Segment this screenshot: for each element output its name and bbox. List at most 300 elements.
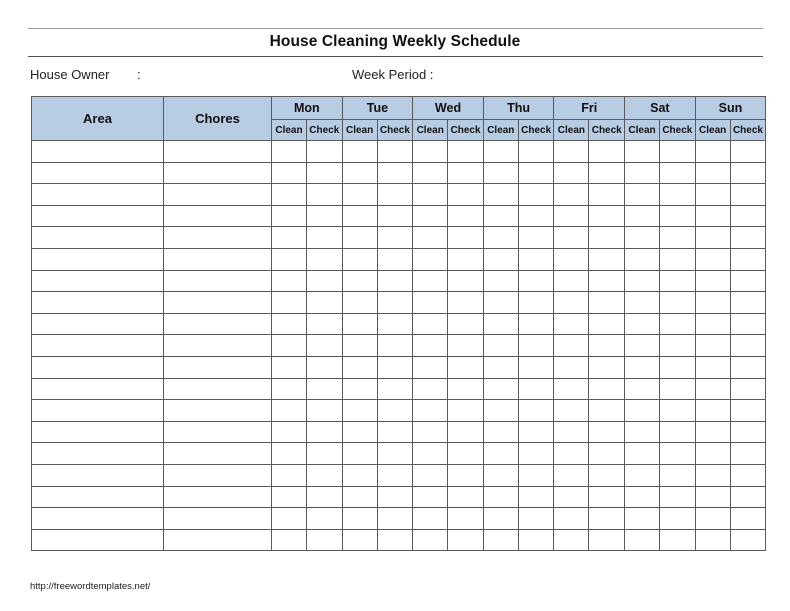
sun-check-cell[interactable]: [730, 270, 766, 292]
tue-check-cell[interactable]: [377, 227, 413, 249]
fri-clean-cell[interactable]: [554, 443, 589, 465]
thu-check-cell[interactable]: [518, 400, 554, 422]
mon-check-cell[interactable]: [307, 464, 343, 486]
sun-clean-cell[interactable]: [695, 400, 730, 422]
wed-clean-cell[interactable]: [413, 248, 448, 270]
wed-check-cell[interactable]: [448, 486, 484, 508]
mon-check-cell[interactable]: [307, 529, 343, 551]
sun-clean-cell[interactable]: [695, 205, 730, 227]
sun-check-cell[interactable]: [730, 227, 766, 249]
tue-check-cell[interactable]: [377, 162, 413, 184]
sat-check-cell[interactable]: [660, 162, 696, 184]
sun-check-cell[interactable]: [730, 400, 766, 422]
tue-check-cell[interactable]: [377, 421, 413, 443]
sat-check-cell[interactable]: [660, 378, 696, 400]
chores-cell[interactable]: [164, 270, 272, 292]
mon-clean-cell[interactable]: [272, 508, 307, 530]
thu-check-cell[interactable]: [518, 335, 554, 357]
sun-clean-cell[interactable]: [695, 227, 730, 249]
sun-check-cell[interactable]: [730, 313, 766, 335]
tue-clean-cell[interactable]: [342, 400, 377, 422]
wed-clean-cell[interactable]: [413, 335, 448, 357]
sun-check-cell[interactable]: [730, 292, 766, 314]
wed-clean-cell[interactable]: [413, 292, 448, 314]
wed-check-cell[interactable]: [448, 141, 484, 163]
sat-clean-cell[interactable]: [625, 400, 660, 422]
sun-check-cell[interactable]: [730, 205, 766, 227]
area-cell[interactable]: [32, 270, 164, 292]
mon-clean-cell[interactable]: [272, 486, 307, 508]
sun-clean-cell[interactable]: [695, 486, 730, 508]
tue-clean-cell[interactable]: [342, 378, 377, 400]
thu-clean-cell[interactable]: [483, 184, 518, 206]
sat-check-cell[interactable]: [660, 141, 696, 163]
fri-clean-cell[interactable]: [554, 464, 589, 486]
wed-check-cell[interactable]: [448, 270, 484, 292]
tue-check-cell[interactable]: [377, 378, 413, 400]
thu-check-cell[interactable]: [518, 356, 554, 378]
sun-check-cell[interactable]: [730, 184, 766, 206]
sun-clean-cell[interactable]: [695, 184, 730, 206]
thu-clean-cell[interactable]: [483, 443, 518, 465]
thu-check-cell[interactable]: [518, 313, 554, 335]
sun-check-cell[interactable]: [730, 141, 766, 163]
fri-check-cell[interactable]: [589, 335, 625, 357]
sun-clean-cell[interactable]: [695, 335, 730, 357]
mon-check-cell[interactable]: [307, 141, 343, 163]
tue-clean-cell[interactable]: [342, 248, 377, 270]
thu-clean-cell[interactable]: [483, 205, 518, 227]
fri-check-cell[interactable]: [589, 227, 625, 249]
sat-check-cell[interactable]: [660, 400, 696, 422]
thu-clean-cell[interactable]: [483, 486, 518, 508]
fri-clean-cell[interactable]: [554, 270, 589, 292]
fri-clean-cell[interactable]: [554, 162, 589, 184]
mon-check-cell[interactable]: [307, 162, 343, 184]
wed-check-cell[interactable]: [448, 508, 484, 530]
wed-clean-cell[interactable]: [413, 486, 448, 508]
fri-check-cell[interactable]: [589, 205, 625, 227]
fri-check-cell[interactable]: [589, 356, 625, 378]
wed-check-cell[interactable]: [448, 335, 484, 357]
fri-clean-cell[interactable]: [554, 400, 589, 422]
sat-clean-cell[interactable]: [625, 335, 660, 357]
fri-check-cell[interactable]: [589, 141, 625, 163]
sat-check-cell[interactable]: [660, 313, 696, 335]
sat-check-cell[interactable]: [660, 508, 696, 530]
tue-clean-cell[interactable]: [342, 486, 377, 508]
area-cell[interactable]: [32, 162, 164, 184]
thu-check-cell[interactable]: [518, 270, 554, 292]
fri-clean-cell[interactable]: [554, 486, 589, 508]
fri-check-cell[interactable]: [589, 443, 625, 465]
fri-check-cell[interactable]: [589, 486, 625, 508]
wed-check-cell[interactable]: [448, 248, 484, 270]
tue-check-cell[interactable]: [377, 464, 413, 486]
thu-check-cell[interactable]: [518, 141, 554, 163]
fri-check-cell[interactable]: [589, 464, 625, 486]
wed-clean-cell[interactable]: [413, 378, 448, 400]
sat-check-cell[interactable]: [660, 184, 696, 206]
chores-cell[interactable]: [164, 464, 272, 486]
chores-cell[interactable]: [164, 400, 272, 422]
tue-clean-cell[interactable]: [342, 421, 377, 443]
mon-check-cell[interactable]: [307, 270, 343, 292]
chores-cell[interactable]: [164, 529, 272, 551]
wed-clean-cell[interactable]: [413, 205, 448, 227]
thu-check-cell[interactable]: [518, 227, 554, 249]
area-cell[interactable]: [32, 378, 164, 400]
tue-check-cell[interactable]: [377, 141, 413, 163]
mon-clean-cell[interactable]: [272, 421, 307, 443]
tue-clean-cell[interactable]: [342, 443, 377, 465]
sun-clean-cell[interactable]: [695, 141, 730, 163]
chores-cell[interactable]: [164, 227, 272, 249]
tue-clean-cell[interactable]: [342, 335, 377, 357]
mon-clean-cell[interactable]: [272, 335, 307, 357]
fri-check-cell[interactable]: [589, 313, 625, 335]
sun-check-cell[interactable]: [730, 464, 766, 486]
area-cell[interactable]: [32, 356, 164, 378]
sat-clean-cell[interactable]: [625, 529, 660, 551]
wed-clean-cell[interactable]: [413, 356, 448, 378]
sun-check-cell[interactable]: [730, 508, 766, 530]
thu-clean-cell[interactable]: [483, 464, 518, 486]
sun-check-cell[interactable]: [730, 529, 766, 551]
thu-check-cell[interactable]: [518, 443, 554, 465]
wed-check-cell[interactable]: [448, 464, 484, 486]
thu-clean-cell[interactable]: [483, 529, 518, 551]
sun-check-cell[interactable]: [730, 421, 766, 443]
sun-clean-cell[interactable]: [695, 508, 730, 530]
thu-clean-cell[interactable]: [483, 270, 518, 292]
area-cell[interactable]: [32, 508, 164, 530]
mon-clean-cell[interactable]: [272, 270, 307, 292]
mon-clean-cell[interactable]: [272, 248, 307, 270]
sat-clean-cell[interactable]: [625, 443, 660, 465]
sun-check-cell[interactable]: [730, 443, 766, 465]
wed-check-cell[interactable]: [448, 400, 484, 422]
chores-cell[interactable]: [164, 356, 272, 378]
area-cell[interactable]: [32, 443, 164, 465]
fri-clean-cell[interactable]: [554, 378, 589, 400]
wed-check-cell[interactable]: [448, 205, 484, 227]
fri-clean-cell[interactable]: [554, 227, 589, 249]
fri-check-cell[interactable]: [589, 270, 625, 292]
tue-check-cell[interactable]: [377, 248, 413, 270]
wed-clean-cell[interactable]: [413, 313, 448, 335]
sun-clean-cell[interactable]: [695, 162, 730, 184]
sun-check-cell[interactable]: [730, 356, 766, 378]
chores-cell[interactable]: [164, 292, 272, 314]
area-cell[interactable]: [32, 141, 164, 163]
sat-check-cell[interactable]: [660, 227, 696, 249]
sat-clean-cell[interactable]: [625, 464, 660, 486]
thu-check-cell[interactable]: [518, 378, 554, 400]
tue-clean-cell[interactable]: [342, 184, 377, 206]
wed-check-cell[interactable]: [448, 162, 484, 184]
sun-clean-cell[interactable]: [695, 292, 730, 314]
sun-clean-cell[interactable]: [695, 313, 730, 335]
sat-clean-cell[interactable]: [625, 356, 660, 378]
area-cell[interactable]: [32, 464, 164, 486]
wed-clean-cell[interactable]: [413, 508, 448, 530]
sat-check-cell[interactable]: [660, 486, 696, 508]
area-cell[interactable]: [32, 486, 164, 508]
chores-cell[interactable]: [164, 184, 272, 206]
mon-clean-cell[interactable]: [272, 292, 307, 314]
thu-check-cell[interactable]: [518, 508, 554, 530]
sun-clean-cell[interactable]: [695, 378, 730, 400]
wed-check-cell[interactable]: [448, 378, 484, 400]
mon-clean-cell[interactable]: [272, 205, 307, 227]
tue-check-cell[interactable]: [377, 486, 413, 508]
fri-check-cell[interactable]: [589, 248, 625, 270]
mon-clean-cell[interactable]: [272, 378, 307, 400]
thu-check-cell[interactable]: [518, 464, 554, 486]
sat-clean-cell[interactable]: [625, 292, 660, 314]
sun-check-cell[interactable]: [730, 162, 766, 184]
chores-cell[interactable]: [164, 141, 272, 163]
tue-clean-cell[interactable]: [342, 464, 377, 486]
chores-cell[interactable]: [164, 162, 272, 184]
mon-check-cell[interactable]: [307, 313, 343, 335]
wed-check-cell[interactable]: [448, 184, 484, 206]
tue-check-cell[interactable]: [377, 443, 413, 465]
chores-cell[interactable]: [164, 378, 272, 400]
sat-clean-cell[interactable]: [625, 313, 660, 335]
thu-clean-cell[interactable]: [483, 378, 518, 400]
mon-check-cell[interactable]: [307, 205, 343, 227]
mon-clean-cell[interactable]: [272, 141, 307, 163]
sun-check-cell[interactable]: [730, 486, 766, 508]
thu-check-cell[interactable]: [518, 162, 554, 184]
sat-clean-cell[interactable]: [625, 486, 660, 508]
thu-clean-cell[interactable]: [483, 508, 518, 530]
fri-clean-cell[interactable]: [554, 421, 589, 443]
area-cell[interactable]: [32, 335, 164, 357]
mon-clean-cell[interactable]: [272, 356, 307, 378]
sun-clean-cell[interactable]: [695, 248, 730, 270]
mon-check-cell[interactable]: [307, 486, 343, 508]
mon-check-cell[interactable]: [307, 508, 343, 530]
thu-clean-cell[interactable]: [483, 248, 518, 270]
thu-check-cell[interactable]: [518, 248, 554, 270]
area-cell[interactable]: [32, 292, 164, 314]
fri-clean-cell[interactable]: [554, 205, 589, 227]
sat-check-cell[interactable]: [660, 464, 696, 486]
thu-clean-cell[interactable]: [483, 141, 518, 163]
wed-clean-cell[interactable]: [413, 184, 448, 206]
wed-check-cell[interactable]: [448, 292, 484, 314]
fri-check-cell[interactable]: [589, 162, 625, 184]
mon-clean-cell[interactable]: [272, 529, 307, 551]
thu-check-cell[interactable]: [518, 486, 554, 508]
thu-check-cell[interactable]: [518, 184, 554, 206]
area-cell[interactable]: [32, 184, 164, 206]
mon-clean-cell[interactable]: [272, 227, 307, 249]
tue-clean-cell[interactable]: [342, 292, 377, 314]
thu-check-cell[interactable]: [518, 292, 554, 314]
sun-clean-cell[interactable]: [695, 421, 730, 443]
thu-clean-cell[interactable]: [483, 400, 518, 422]
wed-check-cell[interactable]: [448, 227, 484, 249]
thu-clean-cell[interactable]: [483, 421, 518, 443]
wed-check-cell[interactable]: [448, 421, 484, 443]
tue-check-cell[interactable]: [377, 508, 413, 530]
area-cell[interactable]: [32, 400, 164, 422]
chores-cell[interactable]: [164, 335, 272, 357]
mon-check-cell[interactable]: [307, 292, 343, 314]
tue-clean-cell[interactable]: [342, 141, 377, 163]
thu-clean-cell[interactable]: [483, 292, 518, 314]
wed-clean-cell[interactable]: [413, 162, 448, 184]
sat-clean-cell[interactable]: [625, 421, 660, 443]
area-cell[interactable]: [32, 205, 164, 227]
wed-clean-cell[interactable]: [413, 464, 448, 486]
fri-clean-cell[interactable]: [554, 356, 589, 378]
thu-clean-cell[interactable]: [483, 313, 518, 335]
wed-check-cell[interactable]: [448, 313, 484, 335]
fri-check-cell[interactable]: [589, 378, 625, 400]
thu-check-cell[interactable]: [518, 205, 554, 227]
mon-clean-cell[interactable]: [272, 184, 307, 206]
mon-clean-cell[interactable]: [272, 313, 307, 335]
fri-check-cell[interactable]: [589, 400, 625, 422]
sat-check-cell[interactable]: [660, 270, 696, 292]
wed-check-cell[interactable]: [448, 529, 484, 551]
mon-check-cell[interactable]: [307, 421, 343, 443]
area-cell[interactable]: [32, 529, 164, 551]
tue-clean-cell[interactable]: [342, 270, 377, 292]
fri-check-cell[interactable]: [589, 508, 625, 530]
mon-check-cell[interactable]: [307, 356, 343, 378]
sun-clean-cell[interactable]: [695, 443, 730, 465]
fri-clean-cell[interactable]: [554, 529, 589, 551]
tue-check-cell[interactable]: [377, 184, 413, 206]
tue-check-cell[interactable]: [377, 292, 413, 314]
sat-check-cell[interactable]: [660, 421, 696, 443]
tue-clean-cell[interactable]: [342, 313, 377, 335]
sat-clean-cell[interactable]: [625, 508, 660, 530]
wed-clean-cell[interactable]: [413, 270, 448, 292]
fri-clean-cell[interactable]: [554, 141, 589, 163]
thu-check-cell[interactable]: [518, 529, 554, 551]
sat-check-cell[interactable]: [660, 529, 696, 551]
chores-cell[interactable]: [164, 486, 272, 508]
sun-check-cell[interactable]: [730, 248, 766, 270]
sun-check-cell[interactable]: [730, 378, 766, 400]
wed-clean-cell[interactable]: [413, 443, 448, 465]
sat-clean-cell[interactable]: [625, 270, 660, 292]
sun-clean-cell[interactable]: [695, 529, 730, 551]
tue-clean-cell[interactable]: [342, 205, 377, 227]
sat-clean-cell[interactable]: [625, 378, 660, 400]
mon-clean-cell[interactable]: [272, 464, 307, 486]
area-cell[interactable]: [32, 227, 164, 249]
sun-clean-cell[interactable]: [695, 464, 730, 486]
mon-clean-cell[interactable]: [272, 162, 307, 184]
sat-check-cell[interactable]: [660, 292, 696, 314]
thu-clean-cell[interactable]: [483, 227, 518, 249]
mon-clean-cell[interactable]: [272, 443, 307, 465]
thu-clean-cell[interactable]: [483, 162, 518, 184]
tue-clean-cell[interactable]: [342, 356, 377, 378]
mon-check-cell[interactable]: [307, 184, 343, 206]
sat-clean-cell[interactable]: [625, 248, 660, 270]
sun-clean-cell[interactable]: [695, 356, 730, 378]
sat-clean-cell[interactable]: [625, 227, 660, 249]
sat-clean-cell[interactable]: [625, 184, 660, 206]
mon-check-cell[interactable]: [307, 335, 343, 357]
fri-clean-cell[interactable]: [554, 508, 589, 530]
thu-clean-cell[interactable]: [483, 335, 518, 357]
fri-check-cell[interactable]: [589, 184, 625, 206]
chores-cell[interactable]: [164, 421, 272, 443]
tue-clean-cell[interactable]: [342, 508, 377, 530]
thu-clean-cell[interactable]: [483, 356, 518, 378]
fri-clean-cell[interactable]: [554, 184, 589, 206]
sat-clean-cell[interactable]: [625, 141, 660, 163]
mon-check-cell[interactable]: [307, 227, 343, 249]
footer-url[interactable]: http://freewordtemplates.net/: [30, 581, 151, 592]
fri-check-cell[interactable]: [589, 421, 625, 443]
thu-check-cell[interactable]: [518, 421, 554, 443]
wed-check-cell[interactable]: [448, 443, 484, 465]
tue-check-cell[interactable]: [377, 356, 413, 378]
tue-check-cell[interactable]: [377, 205, 413, 227]
fri-clean-cell[interactable]: [554, 248, 589, 270]
sun-check-cell[interactable]: [730, 335, 766, 357]
chores-cell[interactable]: [164, 443, 272, 465]
tue-clean-cell[interactable]: [342, 227, 377, 249]
wed-clean-cell[interactable]: [413, 400, 448, 422]
sun-clean-cell[interactable]: [695, 270, 730, 292]
sat-check-cell[interactable]: [660, 205, 696, 227]
tue-clean-cell[interactable]: [342, 162, 377, 184]
sat-check-cell[interactable]: [660, 335, 696, 357]
tue-check-cell[interactable]: [377, 335, 413, 357]
fri-clean-cell[interactable]: [554, 313, 589, 335]
sat-clean-cell[interactable]: [625, 162, 660, 184]
chores-cell[interactable]: [164, 508, 272, 530]
wed-clean-cell[interactable]: [413, 141, 448, 163]
area-cell[interactable]: [32, 421, 164, 443]
chores-cell[interactable]: [164, 205, 272, 227]
wed-clean-cell[interactable]: [413, 421, 448, 443]
wed-check-cell[interactable]: [448, 356, 484, 378]
tue-check-cell[interactable]: [377, 529, 413, 551]
sat-check-cell[interactable]: [660, 443, 696, 465]
mon-check-cell[interactable]: [307, 248, 343, 270]
wed-clean-cell[interactable]: [413, 529, 448, 551]
mon-clean-cell[interactable]: [272, 400, 307, 422]
fri-check-cell[interactable]: [589, 292, 625, 314]
sat-check-cell[interactable]: [660, 356, 696, 378]
chores-cell[interactable]: [164, 248, 272, 270]
tue-check-cell[interactable]: [377, 313, 413, 335]
mon-check-cell[interactable]: [307, 400, 343, 422]
mon-check-cell[interactable]: [307, 378, 343, 400]
sat-check-cell[interactable]: [660, 248, 696, 270]
fri-clean-cell[interactable]: [554, 335, 589, 357]
area-cell[interactable]: [32, 313, 164, 335]
mon-check-cell[interactable]: [307, 443, 343, 465]
chores-cell[interactable]: [164, 313, 272, 335]
fri-clean-cell[interactable]: [554, 292, 589, 314]
tue-check-cell[interactable]: [377, 270, 413, 292]
tue-clean-cell[interactable]: [342, 529, 377, 551]
